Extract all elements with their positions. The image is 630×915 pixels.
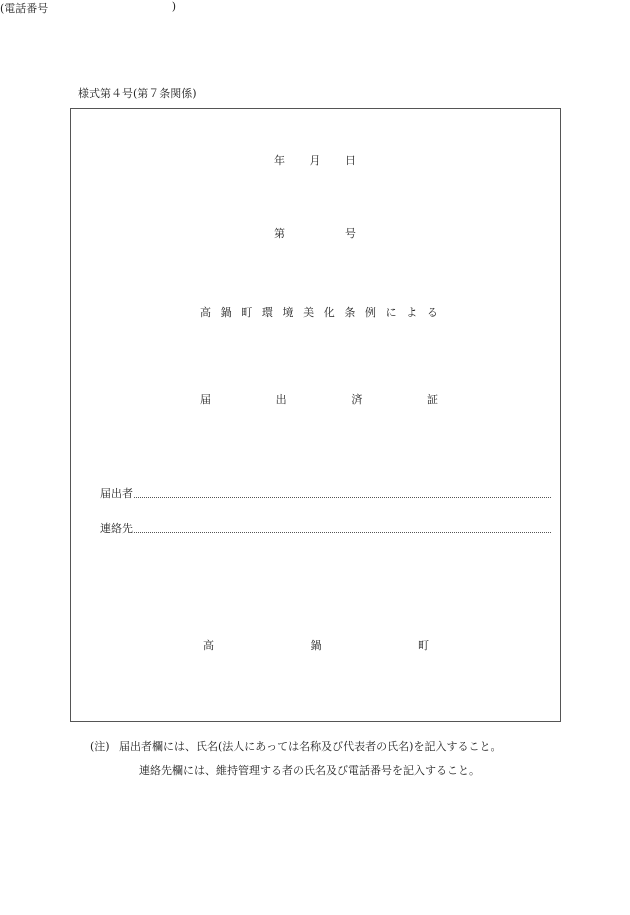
date-day-char: 日 [345, 154, 356, 167]
date-line [274, 152, 356, 168]
form-number: 様式第４号(第７条関係) [78, 87, 197, 100]
ordinance-char: 高 [200, 306, 211, 319]
certificate-form-box [70, 108, 561, 722]
ordinance-char: 美 [303, 306, 315, 319]
ordinance-char: 条 [344, 306, 356, 319]
ordinance-char: 鍋 [220, 306, 232, 319]
town-char: 鍋 [310, 639, 322, 652]
town-char: 町 [418, 639, 429, 652]
ordinance-char: 環 [261, 306, 273, 319]
title-char: 届 [200, 393, 211, 406]
title-char: 出 [275, 393, 287, 406]
contact-fill-line[interactable] [134, 531, 551, 533]
phone-number-field [0, 0, 176, 16]
ordinance-char: 化 [323, 306, 335, 319]
number-prefix-char: 第 [274, 227, 285, 240]
town-char: 高 [203, 639, 214, 652]
ordinance-char: 境 [282, 306, 294, 319]
phone-open-label: (電話番号 [0, 2, 49, 15]
ordinance-char: 町 [241, 306, 253, 319]
applicant-field [100, 485, 551, 501]
applicant-label: 届出者 [100, 487, 133, 500]
notes-marker: (注) [90, 740, 110, 753]
contact-label: 連絡先 [100, 522, 133, 535]
number-suffix-char: 号 [345, 227, 356, 240]
applicant-fill-line[interactable] [134, 496, 551, 498]
date-month-char: 月 [309, 154, 321, 167]
certificate-title [200, 391, 438, 407]
title-char: 証 [426, 393, 438, 406]
ordinance-char: に [385, 306, 397, 319]
title-char: 済 [351, 393, 363, 406]
ordinance-char: 例 [365, 306, 376, 319]
contact-field [100, 520, 551, 536]
phone-close-paren: ) [171, 0, 176, 13]
note-line-1: 届出者欄には、氏名(法人にあっては名称及び代表者の氏名)を記入すること。 [119, 740, 502, 753]
date-year-char: 年 [274, 154, 285, 167]
ordinance-line [200, 304, 438, 320]
number-line [274, 225, 356, 241]
issuer-town-name [203, 637, 429, 653]
ordinance-char: よ [406, 306, 418, 319]
note-line-2: 連絡先欄には、維持管理する者の氏名及び電話番号を記入すること。 [139, 764, 480, 777]
ordinance-char: る [426, 306, 438, 319]
